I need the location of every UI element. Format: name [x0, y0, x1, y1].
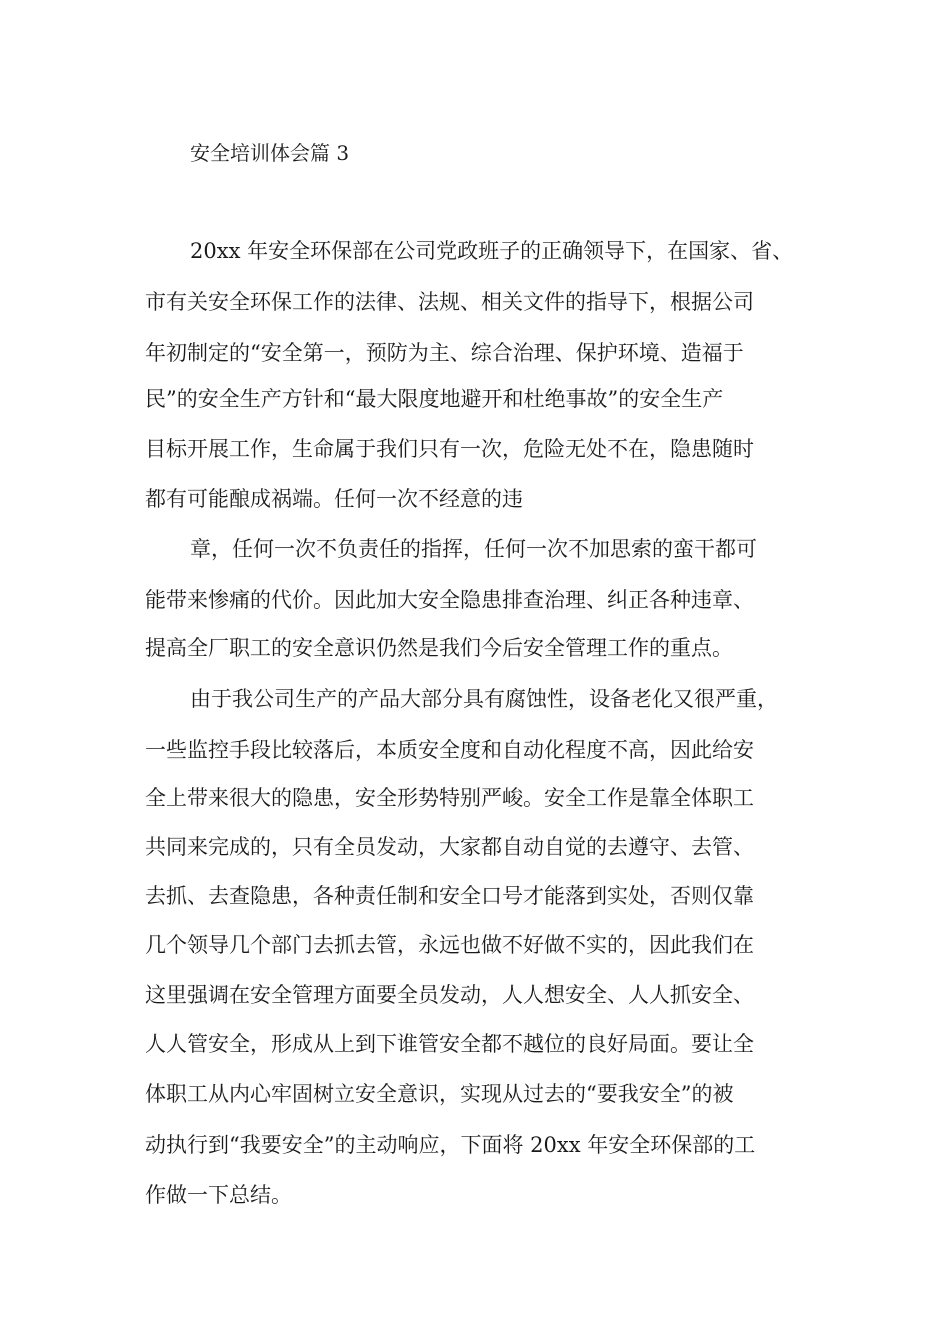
paragraph-line: 人人管安全，形成从上到下谁管安全都不越位的良好局面。要让全: [145, 1032, 754, 1056]
paragraph-line: 共同来完成的，只有全员发动，大家都自动自觉的去遵守、去管、: [145, 835, 754, 859]
document-title: 安全培训体会篇 3: [190, 141, 350, 165]
paragraph-line: 这里强调在安全管理方面要全员发动，人人想安全、人人抓安全、: [145, 983, 754, 1007]
paragraph-line: 年初制定的“安全第一，预防为主、综合治理、保护环境、造福于: [145, 341, 744, 365]
paragraph-line: 动执行到“我要安全”的主动响应，下面将 20xx 年安全环保部的工: [145, 1133, 756, 1157]
paragraph-line: 都有可能酿成祸端。任何一次不经意的违: [145, 487, 523, 511]
paragraph-line: 作做一下总结。: [145, 1183, 292, 1207]
paragraph-line: 全上带来很大的隐患，安全形势特别严峻。安全工作是靠全体职工: [145, 786, 754, 810]
paragraph-line: 能带来惨痛的代价。因此加大安全隐患排查治理、纠正各种违章、: [145, 588, 754, 612]
paragraph-line: 体职工从内心牢固树立安全意识，实现从过去的“要我安全”的被: [145, 1082, 734, 1106]
paragraph-line: 去抓、去查隐患，各种责任制和安全口号才能落到实处，否则仅靠: [145, 884, 754, 908]
paragraph-line: 几个领导几个部门去抓去管，永远也做不好做不实的，因此我们在: [145, 933, 754, 957]
paragraph-line: 章，任何一次不负责任的指挥，任何一次不加思索的蛮干都可: [190, 537, 757, 561]
paragraph-line: 20xx 年安全环保部在公司党政班子的正确领导下，在国家、省、: [190, 239, 794, 263]
paragraph-line: 市有关安全环保工作的法律、法规、相关文件的指导下，根据公司: [145, 290, 754, 314]
paragraph-line: 民”的安全生产方针和“最大限度地避开和杜绝事故”的安全生产: [145, 387, 724, 411]
paragraph-line: 提高全厂职工的安全意识仍然是我们今后安全管理工作的重点。: [145, 636, 733, 660]
paragraph-line: 一些监控手段比较落后，本质安全度和自动化程度不高，因此给安: [145, 738, 754, 762]
paragraph-line: 由于我公司生产的产品大部分具有腐蚀性，设备老化又很严重，: [190, 687, 778, 711]
paragraph-line: 目标开展工作，生命属于我们只有一次，危险无处不在，隐患随时: [145, 437, 754, 461]
